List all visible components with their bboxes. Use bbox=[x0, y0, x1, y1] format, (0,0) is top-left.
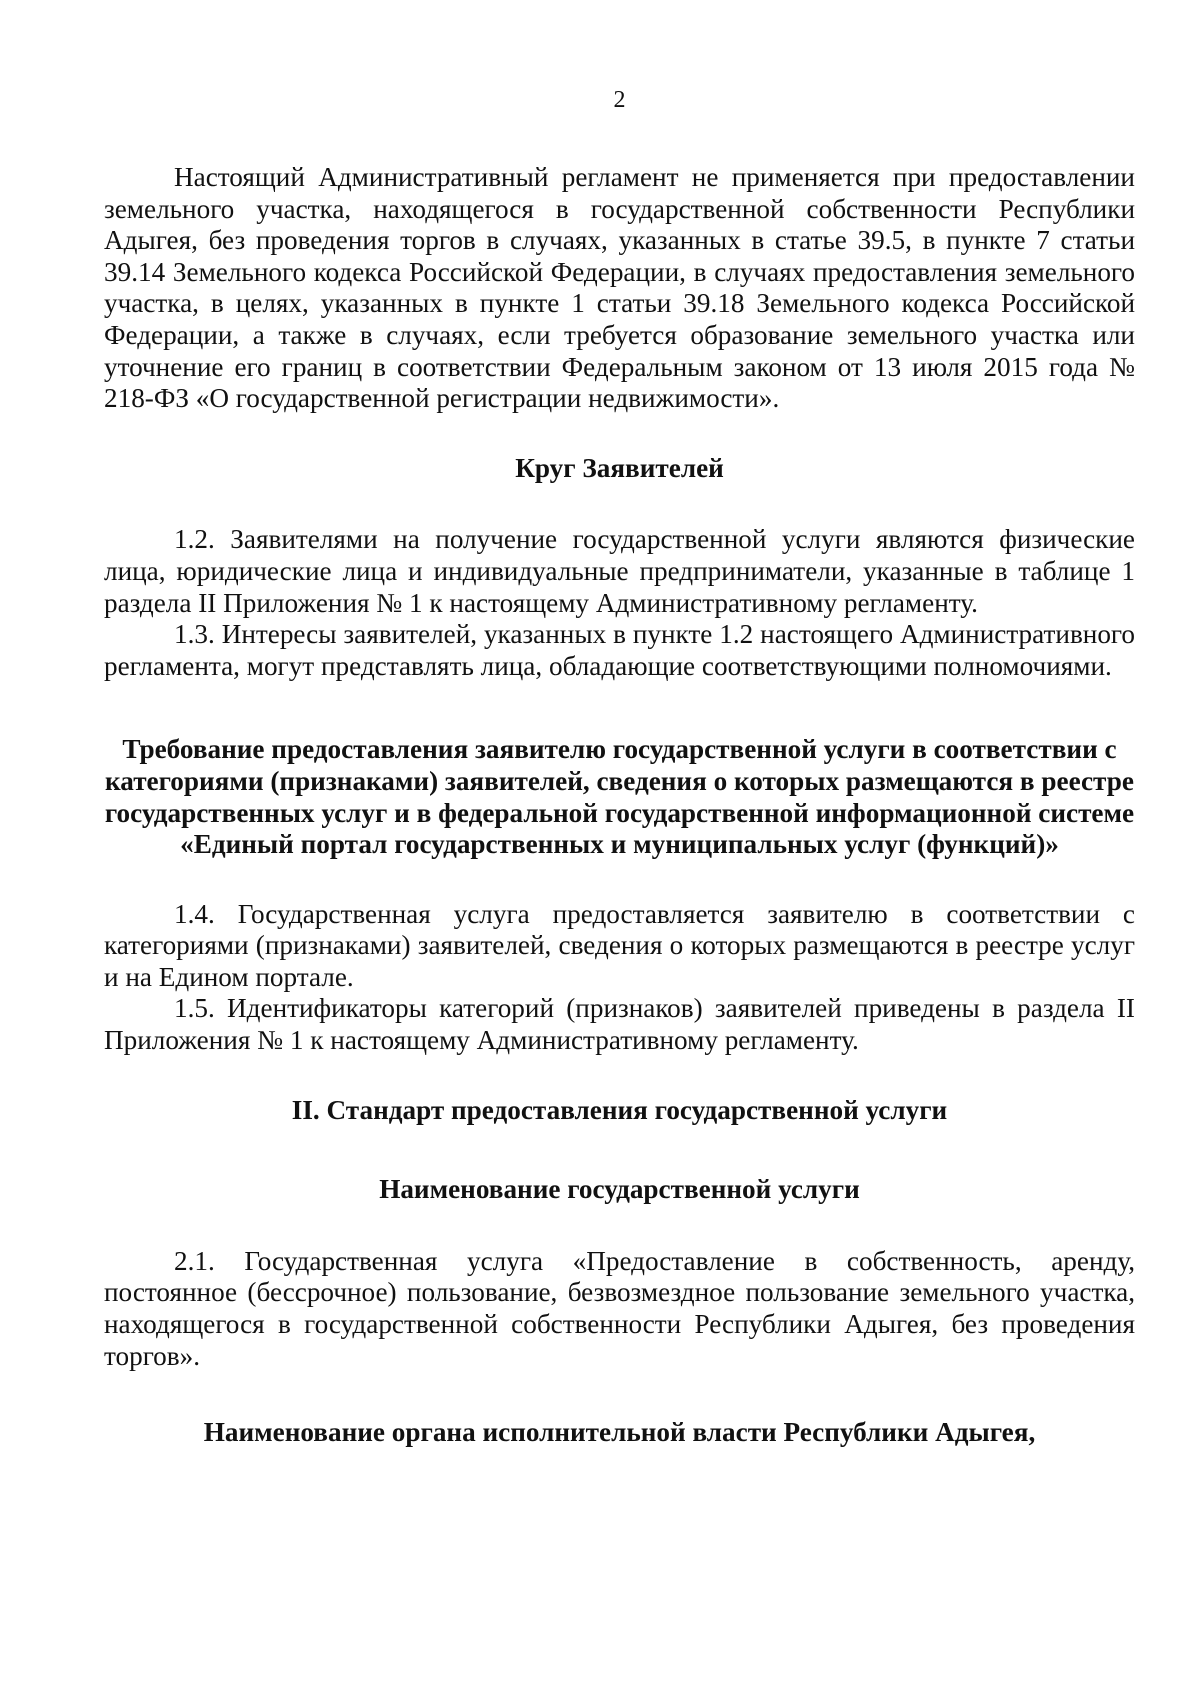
heading-section-2: II. Стандарт предоставления государственной услуги bbox=[291, 1094, 948, 1125]
paragraph-1-2: 1.2. Заявителями на получение государственной услуги являются физические лица, юридические лица и индивидуальные предприниматели, указанные в таблице 1 раздела II Приложения № 1 к настоящему Административному регламенту. bbox=[104, 524, 1135, 618]
heading-organ: Наименование органа исполнительной власти Республики Адыгея, bbox=[203, 1417, 1036, 1448]
page-number: 2 bbox=[613, 87, 626, 113]
heading-applicants: Круг Заявителей bbox=[515, 452, 724, 483]
paragraph-2-1: 2.1. Государственная услуга «Предоставление в собственность, аренду, постоянное (бессрочное) пользование, безвозмездное пользование земельного участка, находящегося в государственной собственности Республики Адыгея, без проведения торгов». bbox=[104, 1245, 1135, 1371]
paragraph-1-3: 1.3. Интересы заявителей, указанных в пункте 1.2 настоящего Административного регламента, могут представлять лица, обладающие соответствующими полномочиями. bbox=[104, 619, 1135, 681]
paragraph-intro: Настоящий Административный регламент не применяется при предоставлении земельного участка, находящегося в государственной собственности Республики Адыгея, без проведения торгов в случаях, указанных в статье 39.5, в пункте 7 статьи 39.14 Земельного кодекса Российской Федерации, в случаях предоставления земельного участка, в целях, указанных в пункте 1 статьи 39.18 Земельного кодекса Российской Федерации, а также в случаях, если требуется образование земельного участка или уточнение его границ в соответствии Федеральным законом от 13 июля 2015 года № 218-ФЗ «О государственной регистрации недвижимости». bbox=[104, 162, 1135, 414]
paragraph-1-4: 1.4. Государственная услуга предоставляется заявителю в соответствии с категориями (признаками) заявителей, сведения о которых размещаются в реестре услуг и на Едином портале. bbox=[104, 898, 1135, 992]
paragraph-1-5: 1.5. Идентификаторы категорий (признаков) заявителей приведены в раздела II Приложения № 1 к настоящему Административному регламенту. bbox=[104, 993, 1135, 1056]
heading-service-name: Наименование государственной услуги bbox=[379, 1174, 860, 1205]
heading-requirement: Требование предоставления заявителю государственной услуги в соответствии с категориями (признаками) заявителей, сведения о которых размещаются в реестре государственных услуг и в федеральной государственной информационной системе «Единый портал государственных и муниципальных услуг (функций)» bbox=[104, 734, 1135, 860]
